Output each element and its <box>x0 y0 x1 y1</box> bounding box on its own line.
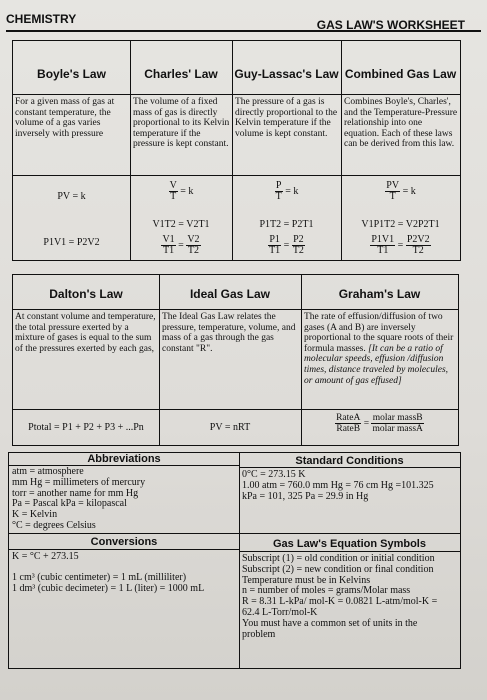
divider <box>13 409 458 410</box>
list-item: n = number of moles = grams/Molar mass <box>242 585 411 597</box>
list-item: °C = degrees Celsius <box>12 519 96 531</box>
gay-lussac-formula-2: P1T2 = P2T1 <box>259 219 314 230</box>
table-basic-laws <box>12 40 461 261</box>
abbreviations-heading: Abbreviations <box>87 453 161 465</box>
divider <box>13 94 460 95</box>
charles-heading: Charles' Law <box>144 67 218 81</box>
gay-lussac-description: The pressure of a gas is directly proportional to the Kelvin temperature if the volume is kept constant. <box>235 97 338 139</box>
divider <box>239 551 460 552</box>
divider <box>239 453 240 668</box>
combined-formula-2: V1P1T2 = V2P2T1 <box>361 219 440 230</box>
dalton-description: At constant volume and temperature, the total pressure exerted by a mixture of gases is equal to the sum of the pressures exerted by each gas, <box>15 312 156 354</box>
charles-formula-3: $\frac{V1}{T1}$ = $\frac{V2}{T2}$ <box>162 235 200 256</box>
list-item: Pa = Pascal kPa = kilopascal <box>12 498 127 510</box>
gay-lussac-formula-1: $\frac{P}{T}$ = k <box>275 181 299 202</box>
reference-table <box>8 452 461 669</box>
divider <box>13 175 460 176</box>
charles-formula-1: $\frac{V}{T}$ = k <box>169 181 194 202</box>
combined-description: Combines Boyle's, Charles', and the Temperature-Pressure relationship into one equation. Each of these laws can be derived from this law. <box>344 97 458 150</box>
list-item: 1 dm³ (cubic decimeter) = 1 L (liter) = 1000 mL <box>12 582 205 594</box>
conversions-list <box>12 552 238 594</box>
symbols-heading: Gas Law's Equation Symbols <box>273 538 426 550</box>
divider <box>9 465 239 466</box>
page-header <box>6 10 481 32</box>
symbols-list <box>242 554 458 640</box>
combined-formula-1: $\frac{PV}{T}$ = k <box>386 181 416 202</box>
dalton-heading: Dalton's Law <box>49 287 123 301</box>
list-item: K = °C + 273.15 <box>12 552 79 562</box>
ideal-gas-heading: Ideal Gas Law <box>189 287 271 301</box>
divider <box>9 549 239 550</box>
gay-lussac-formula-3: $\frac{P1}{T1}$ = $\frac{P2}{T2}$ <box>269 235 304 256</box>
standard-conditions-heading: Standard Conditions <box>295 455 404 467</box>
list-item: 1.00 atm = 760.0 mm Hg = 76 cm Hg =101.325 <box>242 479 434 491</box>
ideal-gas-description: The Ideal Gas Law relates the pressure, temperature, volume, and mass of a gas through the gas constant "R". <box>162 312 296 354</box>
gay-lussac-heading: Guy-Lassac's Law <box>234 67 339 81</box>
list-item: You must have a common set of units in the <box>242 617 418 629</box>
worksheet-title: GAS LAW'S WORKSHEET <box>316 18 465 32</box>
list-item: Subscript (1) = old condition or initial condition <box>242 554 435 564</box>
combined-formula-3: $\frac{P1V1}{T1}$ = $\frac{P2V2}{T2}$ <box>371 235 430 256</box>
graham-formula: $\frac{\text{RateA}}{\text{RateB}}$ = $\frac{\text{molar massB}}{\text{molar massA}}$ <box>336 413 423 434</box>
list-item: K = Kelvin <box>12 509 58 521</box>
list-item: Subscript (2) = new condition or final condition <box>242 563 434 575</box>
list-item: Temperature must be in Kelvins <box>242 574 371 586</box>
conversions-heading: Conversions <box>90 536 158 548</box>
combined-heading: Combined Gas Law <box>344 67 457 81</box>
divider <box>239 533 460 534</box>
list-item: torr = another name for mm Hg <box>12 487 139 499</box>
charles-formula-2: V1T2 = V2T1 <box>152 219 210 230</box>
graham-description: The rate of effusion/diffusion of two gases (A and B) are inversely proportional to the square roots of their formula masses. [It can be a ratio of molecular speeds, effusion /diffusion times, distance traveled by molecules, or amount of gas effused] <box>304 312 454 386</box>
subject-label: CHEMISTRY <box>6 12 77 26</box>
boyle-formula-1: PV = k <box>57 191 86 202</box>
ideal-gas-formula: PV = nRT <box>209 422 251 433</box>
standard-conditions-list <box>242 470 458 502</box>
charles-description: The volume of a fixed mass of gas is directly proportional to its Kelvin temperature if the pressure is kept constant. <box>133 97 230 150</box>
list-item: mm Hg = millimeters of mercury <box>12 476 146 488</box>
divider <box>239 467 460 468</box>
list-item: problem <box>242 628 276 640</box>
abbreviations-list <box>12 467 238 532</box>
graham-note: [It can be a ratio of molecular speeds, effusion /diffusion times, distance traveled by molecules, or amount of gas effused] <box>304 343 449 386</box>
boyle-formula-2: P1V1 = P2V2 <box>43 237 100 248</box>
boyle-description: For a given mass of gas at constant temperature, the volume of a gas varies inversely with pressure <box>15 97 115 139</box>
table-gas-laws <box>12 274 459 446</box>
list-item: R = 8.31 L-kPa/ mol-K = 0.0821 L-atm/mol-K = <box>242 596 438 608</box>
list-item: atm = atmosphere <box>12 467 84 477</box>
graham-heading: Graham's Law <box>338 287 421 301</box>
dalton-formula: Ptotal = P1 + P2 + P3 + ...Pn <box>28 422 144 433</box>
list-item: 62.4 L-Torr/mol-K <box>242 606 318 618</box>
boyle-heading: Boyle's Law <box>37 67 106 81</box>
list-item: 0°C = 273.15 K <box>242 470 306 480</box>
list-item: 1 cm³ (cubic centimeter) = 1 mL (milliliter) <box>12 571 187 583</box>
divider <box>13 309 458 310</box>
list-item: kPa = 101, 325 Pa = 29.9 in Hg <box>242 490 369 502</box>
divider <box>9 533 239 534</box>
